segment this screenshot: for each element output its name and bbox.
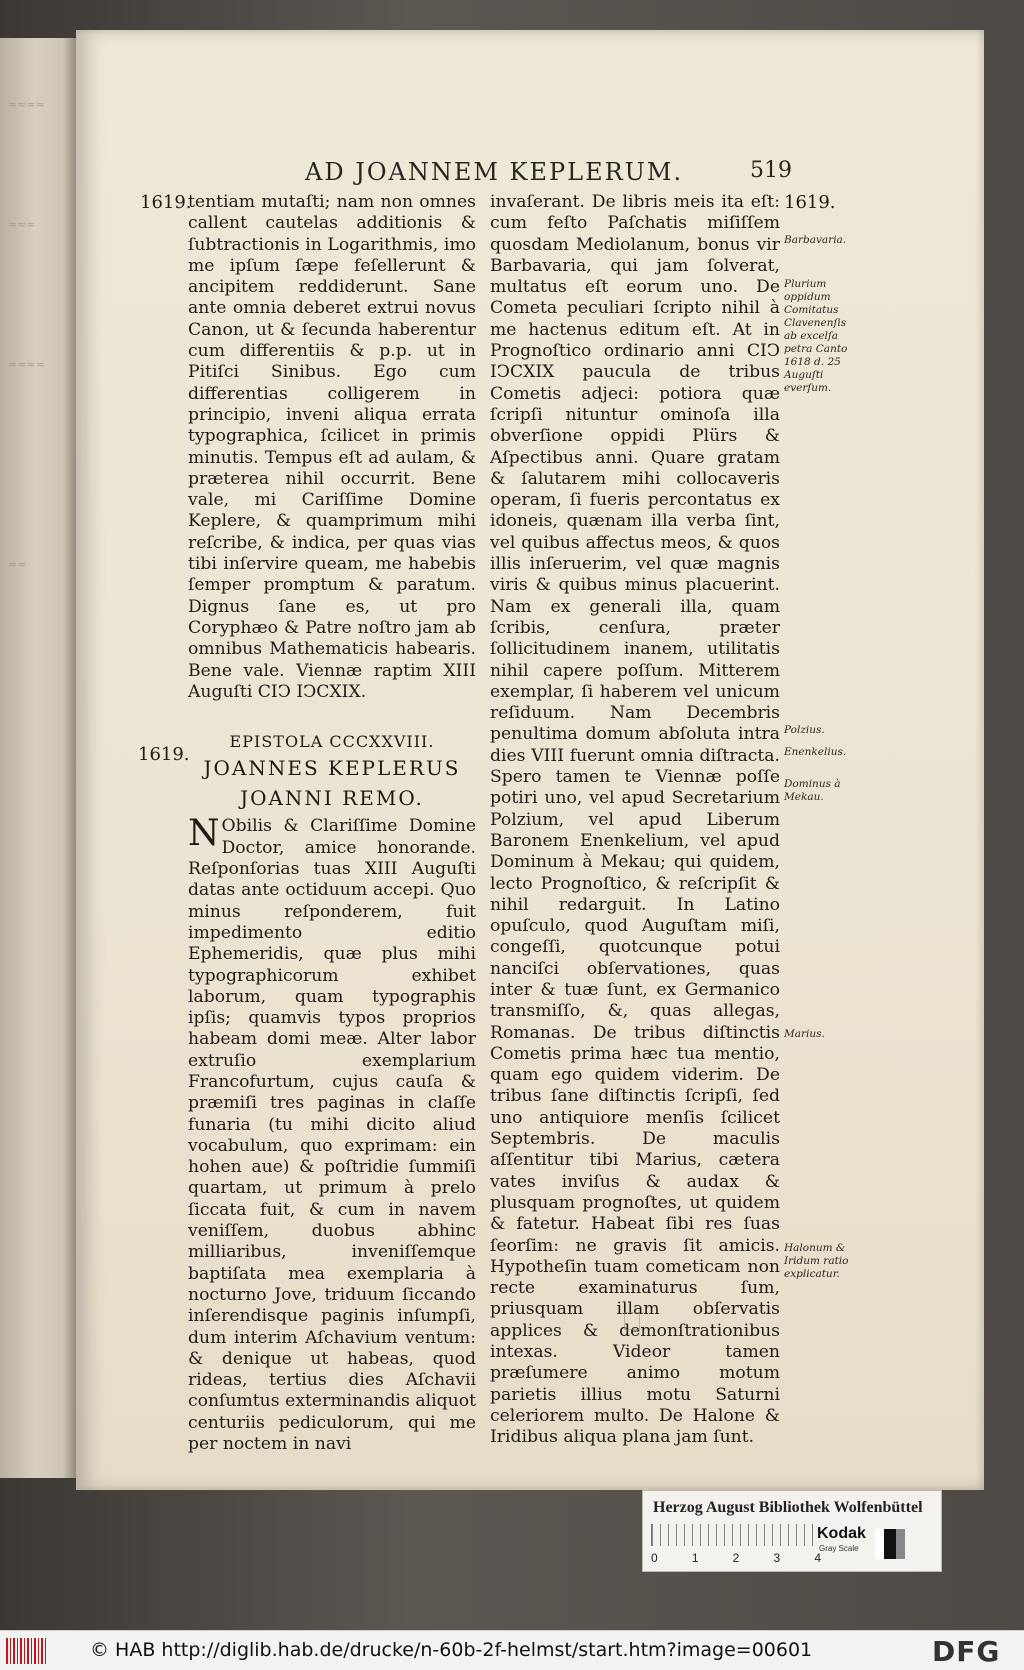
- scale-number: 1: [691, 1551, 699, 1565]
- scale-numbers: [651, 1551, 821, 1565]
- year-note-left-top: 1619.: [140, 192, 192, 213]
- right-column: [490, 192, 780, 1449]
- left-paragraph-2-text: Obilis & Clariſſime Domine Doctor, amice honorande. Reſponſorias tuas XIII Auguſti datas ante octiduum accepi. Quo minus reſponderem, fuit impedimento editio Ephemeridis, quæ plus mihi typographicorum exhibet laborum, quam typographis ipſis; quamvis typos proprios habeam domi meæ. Alter labor extruſio exemplarium Francofurtum, cujus cauſa & præmiſi tres paginas in claſſe funaria (tu mihi dicito aliud vocabulum, quo exprimam: ein hohen aue) & poſtridie ſummiſi quartam, ut primum à prelo ſiccata fuit, & cum in navem veniſſem, duobus abhinc milliaribus, inveniſſemque baptiſata mea exemplaria à nocturno Jove, triduum ſiccando inſerendisque paginis inſumpſi, dum interim Aſchavium ventum: & denique ut habeas, quod rideas, tertius dies Aſchavii conſumtus exterminandis aliquot centuriis pediculorum, qui me per noctem in navi: [188, 816, 476, 1455]
- epistola-title: EPISTOLA CCCXXVIII.: [229, 732, 435, 752]
- dfg-logo: DFG: [932, 1635, 1001, 1668]
- source-url-link[interactable]: © HAB http://diglib.hab.de/drucke/n-60b-2f-helmst/start.htm?image=00601: [90, 1639, 813, 1661]
- left-paragraph-1: tentiam mutaſti; nam non omnes callent cautelas additionis & ſubtractionis in Logarithmis, imo me ipſum ſæpe feſellerunt & ancipitem reddiderunt. Sane ante omnia deberet extrui novus Canon, ut & ſecunda haberentur cum differentiis & p.p. ut in Pitiſci Sinibus. Ego cum differentias colligerem in principio, inveni aliqua errata typographica, ſcilicet in primis minutis. Tempus eſt ad aulam, & præterea nihil occurrit. Bene vale, mi Cariſſime Domine Keplere, & quamprimum mihi reſcribe, & indica, per quas vias tibi inſervire queam, me habebis ſemper promptum & paratum. Dignus ſane es, ut pro Coryphæo & Patre noſtro jam ab omnibus Mathematicis habearis. Bene vale. Viennæ raptim XIII Auguſti CIↃ IↃCXIX.: [188, 192, 476, 702]
- margin-note-marius: Marius.: [784, 1028, 825, 1040]
- year-note-left-mid: 1619.: [138, 744, 190, 765]
- margin-note-halonum: Halonum & Iridum ratio explicatur.: [784, 1242, 849, 1280]
- dropcap-letter: N: [188, 813, 220, 855]
- scale-number: 3: [773, 1551, 781, 1565]
- scale-number: 0: [651, 1551, 658, 1565]
- margin-note-plurium: Plurium oppidum Comitatus Clavenenſis ab excelſa petra Canto 1618 d. 25 Auguſti everſum.: [784, 278, 848, 394]
- year-note-right-top: 1619.: [784, 192, 836, 213]
- margin-note-barbavaria: Barbavaria.: [784, 234, 847, 246]
- gray-swatch: [875, 1529, 905, 1559]
- measurement-scale: [651, 1524, 813, 1546]
- right-paragraph: invaſerant. De libris meis ita eſt: cum feſto Paſchatis miſiſſem quosdam Mediolanum, bonus vir Barbavaria, qui jam ſolverat, multatus eſt eorum uno. De Cometa peculiari ſcripto nihil à me hactenus editum eſt. At in Prognoſtico ordinario anni CIↃ IↃCXIX paucula de tribus Cometis adjeci: potiora quæ ſcripſi nituntur ominoſa illa obverſione oppidi Plürs & Aſpectibus anni. Quare gratam & ſalutarem mihi collocaveris operam, ſi fueris percontatus ex idoneis, quænam illa verba ſint, vel quibus affectus meos, & quos illis inſeruerim, vel quæ magnis viris & quibus minus placuerint. Nam ex generali illa, quam ſcribis, cenſura, præter ſollicitudinem inanem, utilitatis nihil capere poſſum. Mitterem exemplar, ſi haberem vel unicum reſiduum. Nam Decembris penultima domum abſoluta intra dies VIII fuerunt omnia diſtracta. Spero tamen te Viennæ poſſe potiri uno, vel apud Secretarium Polzium, vel apud Liberum Baronem Enenkelium, vel apud Dominum à Mekau; qui quidem, lecto Prognoſtico, & reſcripſit & nihil redarguit. In Latino opuſculo, quod Auguſtam miſi, congeſſi, quotcunque potui nanciſci obſervationes, quas inter & tuæ ſunt, ex Germanico transmiſſo, &, quas allegas, Romanas. De tribus diſtinctis Cometis prima hæc tua mentio, quam ego quidem viderim. De tribus ſane diſtinctis ſcripſi, ſed uno antiquiore menſis ſcilicet Septembris. De maculis aſſentitur tibi Marius, cætera vates inviſus & audax & plusquam prognoſtes, ut quidem & fatetur. Habeat ſibi res ſuas ſeorſim: ne gravis ſit amicis. Hypotheſin tuam cometicam non recte examinaturus ſum, priusquam illam obſervatis applices & demonſtrationibus intexas. Videor tamen præſumere animo motum parietis illius motu Saturni celeriorem multo. De Halone & Iridibus aliqua plana jam ſunt.: [490, 192, 780, 1448]
- margin-note-polzius: Polzius.: [784, 724, 825, 736]
- left-paragraph-2: [188, 813, 476, 1455]
- kodak-brand: Kodak: [817, 1525, 866, 1542]
- fold-mark: [624, 1312, 640, 1330]
- scale-number: 2: [732, 1551, 740, 1565]
- grayscale-label: Gray Scale: [819, 1544, 859, 1553]
- hab-barcode-icon: [6, 1638, 46, 1664]
- page-number: 519: [750, 158, 792, 183]
- library-name: Herzog August Bibliothek Wolfenbüttel: [653, 1499, 923, 1516]
- epistola-recipient: JOANNI REMO.: [240, 786, 424, 811]
- footer-bar: [0, 1630, 1024, 1670]
- margin-note-enenkelius: Enenkelius.: [784, 746, 847, 758]
- left-column: [188, 192, 476, 1455]
- scale-number: 4: [814, 1551, 821, 1565]
- margin-note-mekau: Dominus à Mekau.: [784, 778, 841, 803]
- previous-page-edge: ≈≈≈≈ ≈≈≈ ≈≈≈≈ ≈≈: [0, 38, 78, 1478]
- epistola-sender: JOANNES KEPLERUS: [203, 756, 461, 781]
- color-target-card: [642, 1490, 942, 1572]
- running-head: AD JOANNEM KEPLERUM.: [305, 158, 684, 186]
